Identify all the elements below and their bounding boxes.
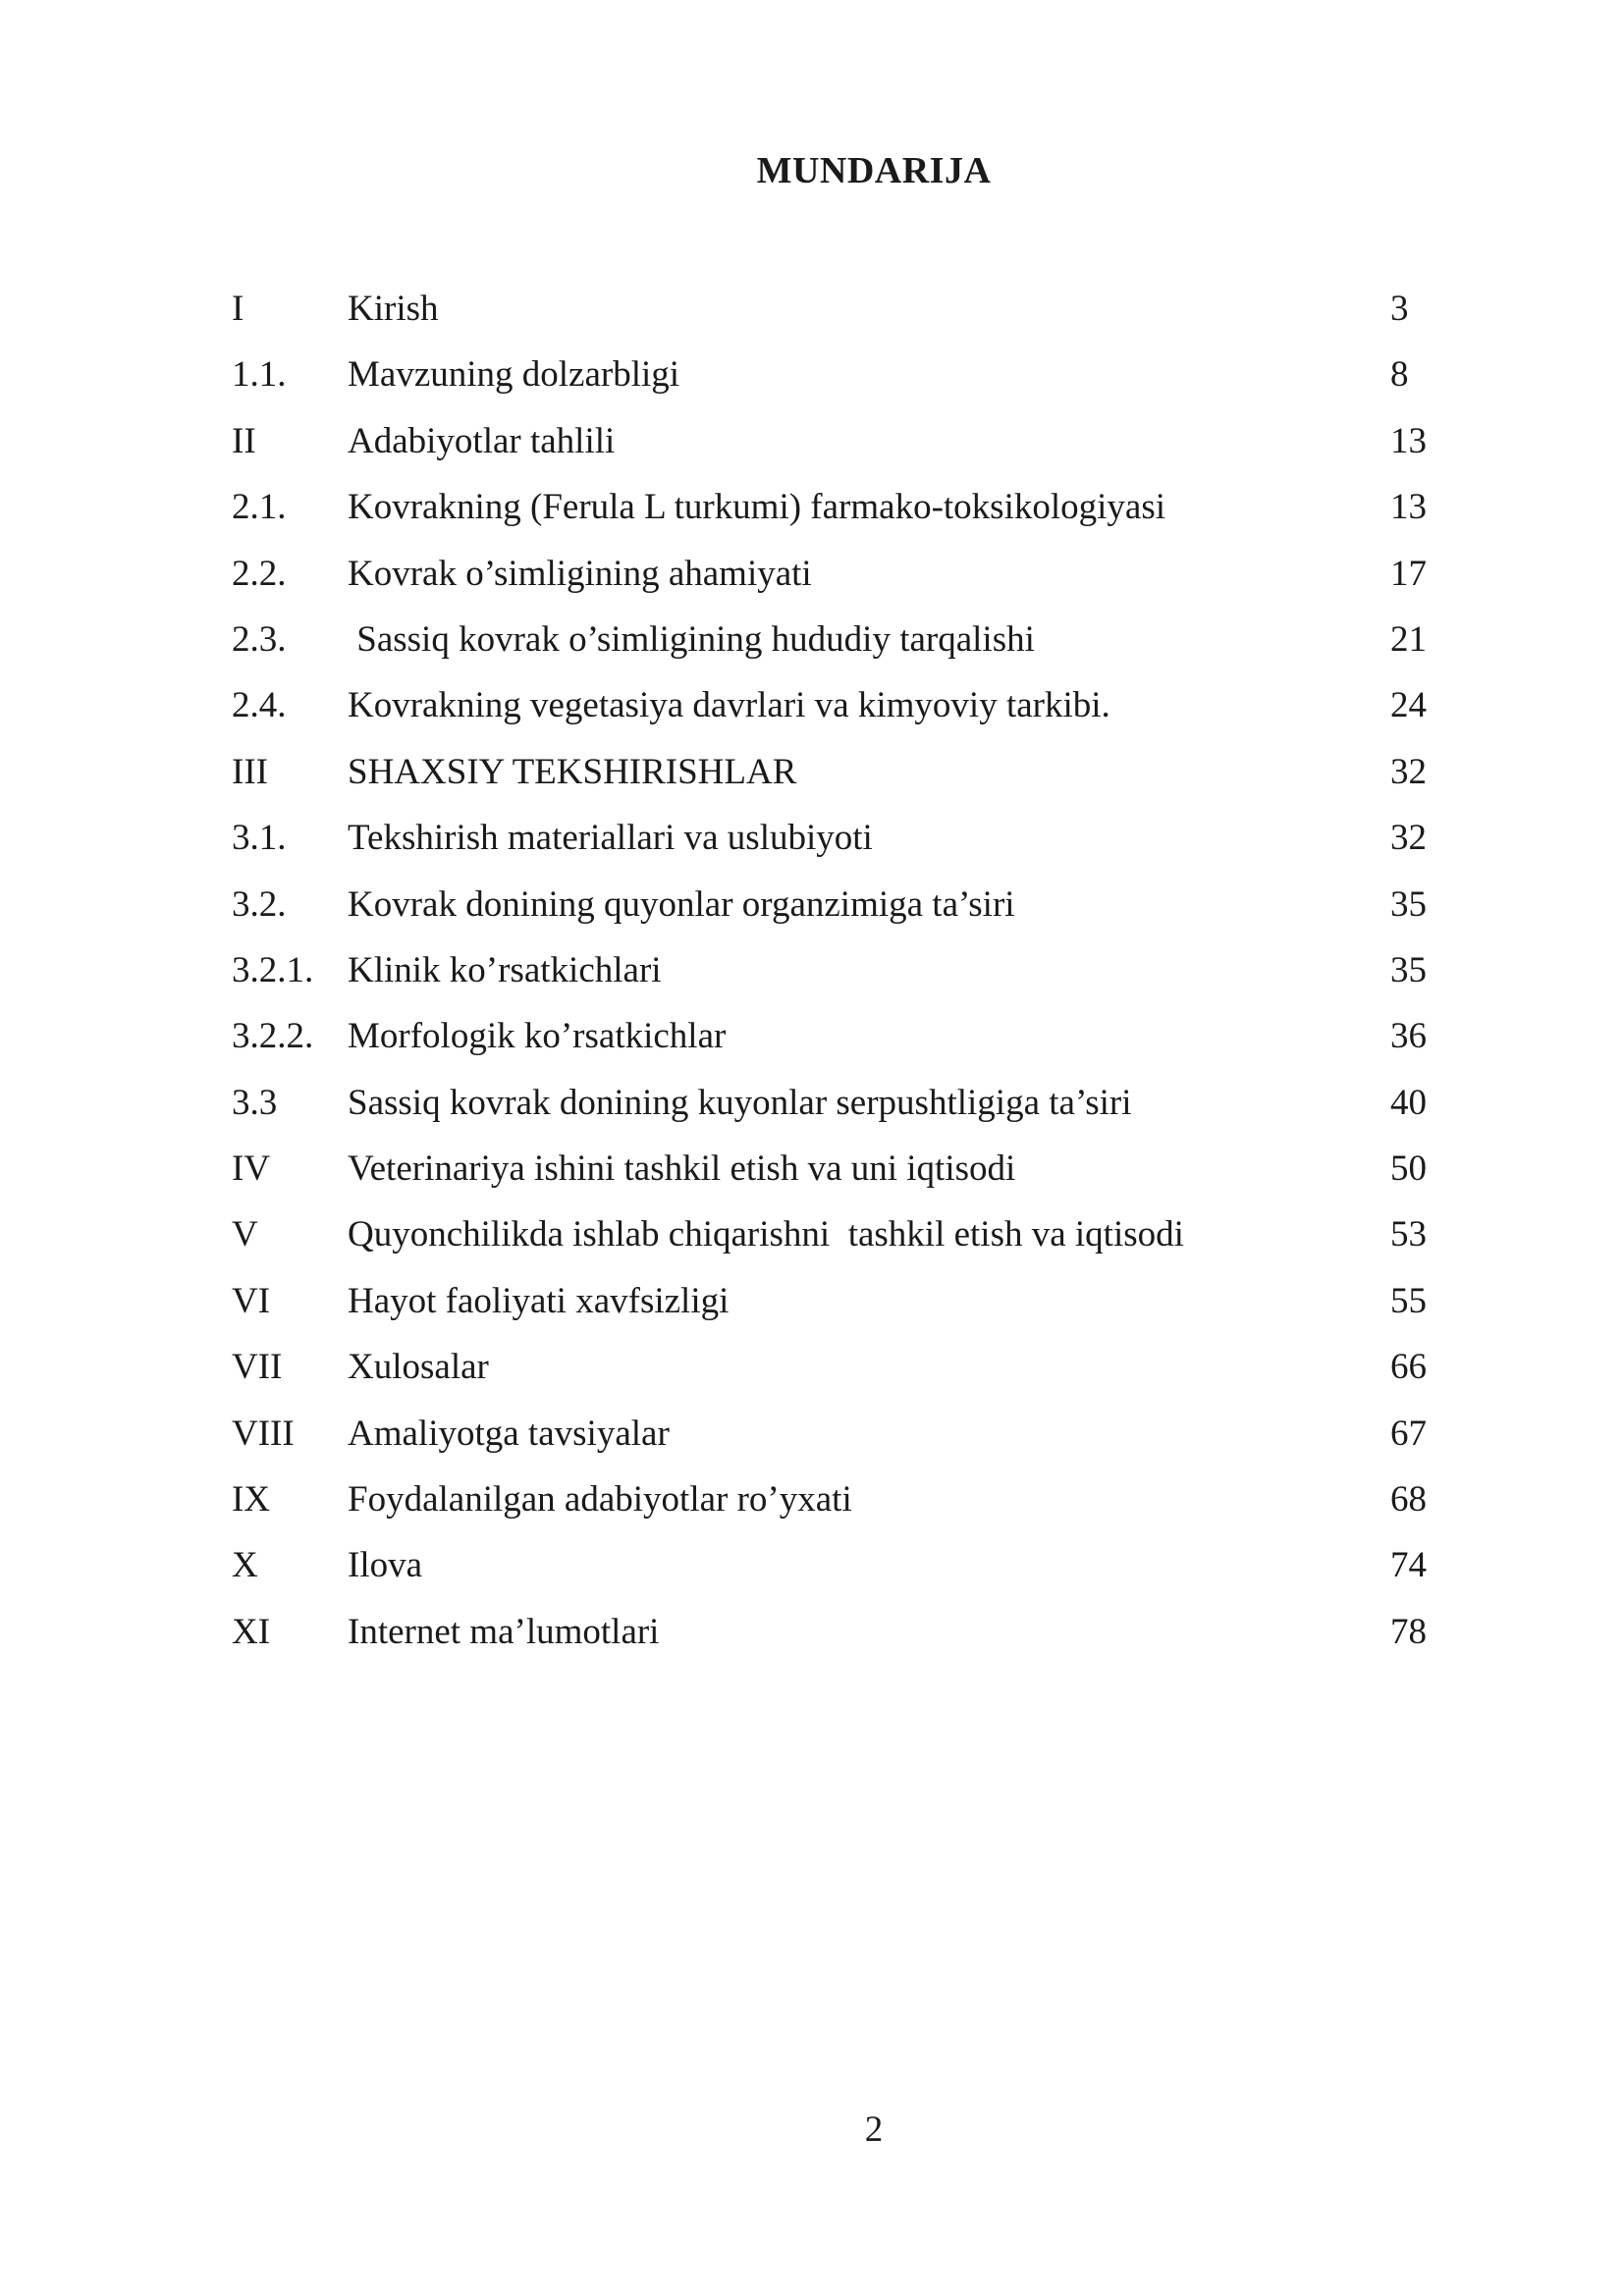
toc-title: Adabiyotlar tahlili xyxy=(348,420,616,461)
toc-title: SHAXSIY TEKSHIRISHLAR xyxy=(348,751,797,792)
toc-page: 8 xyxy=(1390,354,1409,396)
toc-title: Kovrak donining quyonlar organzimiga ta’siri xyxy=(348,883,1015,925)
toc-row xyxy=(232,1075,1469,1141)
toc-page: 40 xyxy=(1390,1082,1427,1123)
toc-number: 2.4. xyxy=(232,685,287,726)
toc-number: III xyxy=(232,751,268,792)
toc-number: 3.2.2. xyxy=(232,1016,314,1057)
toc-page: 32 xyxy=(1390,818,1427,859)
toc-page: 68 xyxy=(1390,1479,1427,1521)
toc-page: 36 xyxy=(1390,1016,1427,1057)
toc-page: 74 xyxy=(1390,1545,1427,1586)
toc-number: 2.1. xyxy=(232,487,287,528)
toc-page: 66 xyxy=(1390,1347,1427,1388)
toc-page: 17 xyxy=(1390,553,1427,594)
toc-page: 53 xyxy=(1390,1214,1427,1255)
toc-row xyxy=(232,479,1469,545)
toc-title: Foydalanilgan adabiyotlar ro’yxati xyxy=(348,1479,852,1521)
toc-number: 1.1. xyxy=(232,354,287,396)
page-title: MUNDARIJA xyxy=(756,150,992,191)
toc-row xyxy=(232,612,1469,677)
toc-title: Kovrak o’simligining ahamiyati xyxy=(348,553,812,594)
toc-page: 78 xyxy=(1390,1611,1427,1652)
toc-title: Tekshirish materiallari va uslubiyoti xyxy=(348,818,873,859)
table-of-contents xyxy=(232,281,1469,1670)
toc-row xyxy=(232,877,1469,942)
toc-title: Mavzuning dolzarbligi xyxy=(348,354,680,396)
toc-number: 3.2. xyxy=(232,883,287,925)
toc-row xyxy=(232,1206,1469,1272)
toc-page: 3 xyxy=(1390,289,1409,329)
toc-row xyxy=(232,810,1469,876)
toc-title: Kovrakning vegetasiya davrlari va kimyoviy tarkibi. xyxy=(348,685,1110,726)
toc-number: VIII xyxy=(232,1413,295,1454)
toc-row xyxy=(232,1273,1469,1339)
toc-title: Ilova xyxy=(348,1545,423,1586)
toc-title: Sassiq kovrak o’simligining hududiy tarqalishi xyxy=(348,618,1035,660)
toc-title: Xulosalar xyxy=(348,1347,489,1388)
toc-page: 32 xyxy=(1390,751,1427,792)
toc-page: 50 xyxy=(1390,1148,1427,1190)
toc-page: 35 xyxy=(1390,949,1427,990)
toc-number: VII xyxy=(232,1347,283,1388)
toc-number: 2.2. xyxy=(232,553,287,594)
toc-row xyxy=(232,413,1469,479)
toc-page: 35 xyxy=(1390,883,1427,925)
toc-page: 21 xyxy=(1390,618,1427,660)
toc-number: 3.3 xyxy=(232,1082,278,1123)
toc-title: Internet ma’lumotlari xyxy=(348,1611,660,1652)
toc-row xyxy=(232,281,1469,347)
toc-number: V xyxy=(232,1214,258,1255)
toc-title: Kirish xyxy=(348,289,439,329)
toc-number: II xyxy=(232,420,256,461)
toc-row xyxy=(232,1537,1469,1603)
toc-title: Klinik ko’rsatkichlari xyxy=(348,949,662,990)
toc-title: Amaliyotga tavsiyalar xyxy=(348,1413,670,1454)
toc-row xyxy=(232,942,1469,1008)
toc-row xyxy=(232,1008,1469,1074)
toc-row xyxy=(232,347,1469,412)
toc-title: Quyonchilikda ishlab chiqarishni tashkil etish va iqtisodi xyxy=(348,1214,1184,1255)
toc-page: 13 xyxy=(1390,420,1427,461)
toc-page: 24 xyxy=(1390,685,1427,726)
toc-number: IV xyxy=(232,1148,271,1190)
toc-title: Kovrakning (Ferula L turkumi) farmako-toksikologiyasi xyxy=(348,487,1166,528)
toc-title: Morfologik ko’rsatkichlar xyxy=(348,1016,727,1057)
toc-title: Hayot faoliyati xavfsizligi xyxy=(348,1280,730,1321)
toc-row xyxy=(232,1471,1469,1537)
toc-row xyxy=(232,1604,1469,1670)
toc-row xyxy=(232,1406,1469,1471)
toc-title: Veterinariya ishini tashkil etish va uni iqtisodi xyxy=(348,1148,1016,1190)
toc-number: XI xyxy=(232,1611,271,1652)
toc-number: X xyxy=(232,1545,258,1586)
toc-number: IX xyxy=(232,1479,271,1521)
toc-row xyxy=(232,546,1469,612)
toc-row xyxy=(232,1339,1469,1405)
toc-page: 55 xyxy=(1390,1280,1427,1321)
toc-row xyxy=(232,744,1469,810)
toc-number: VI xyxy=(232,1280,271,1321)
toc-row xyxy=(232,677,1469,743)
page-number: 2 xyxy=(864,2109,884,2150)
toc-number: I xyxy=(232,289,244,329)
toc-row xyxy=(232,1141,1469,1206)
toc-number: 2.3. xyxy=(232,618,287,660)
toc-number: 3.1. xyxy=(232,818,287,859)
toc-number: 3.2.1. xyxy=(232,949,314,990)
toc-page: 67 xyxy=(1390,1413,1427,1454)
toc-title: Sassiq kovrak donining kuyonlar serpushtligiga ta’siri xyxy=(348,1082,1132,1123)
toc-page: 13 xyxy=(1390,487,1427,528)
